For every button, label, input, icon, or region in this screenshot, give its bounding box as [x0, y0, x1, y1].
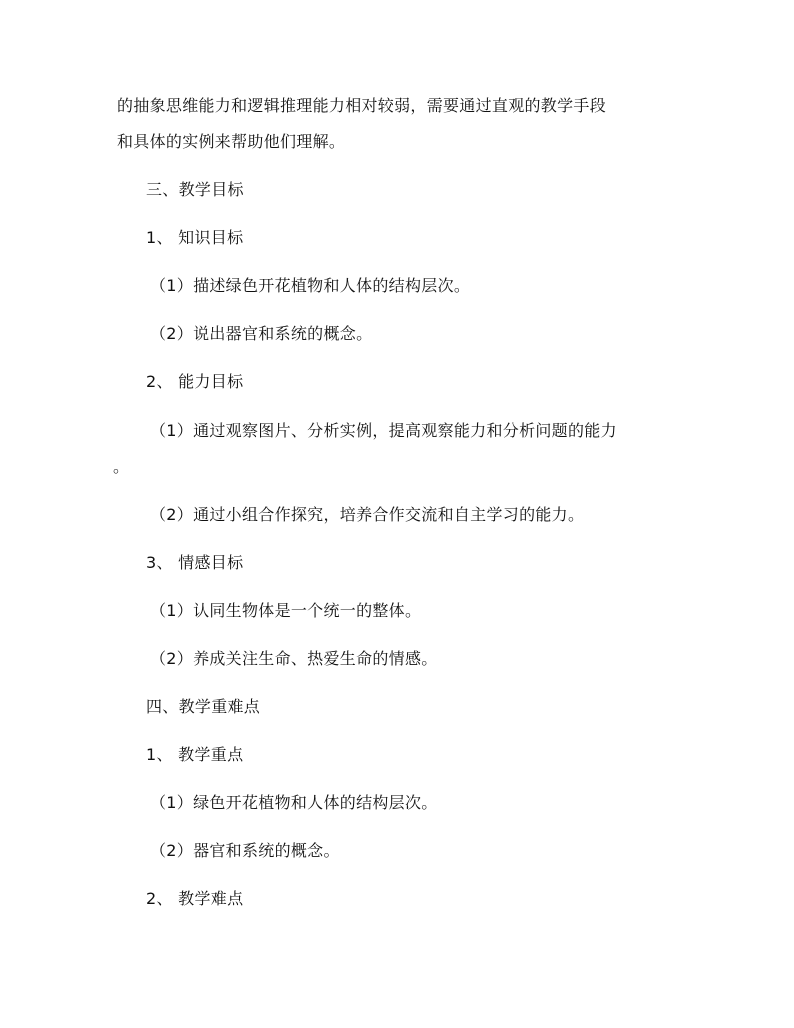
subheading-difficult-points: 2、 教学难点 [146, 889, 244, 908]
list-item-knowledge-2: （2）说出器官和系统的概念。 [150, 324, 373, 343]
list-item-key-2: （2）器官和系统的概念。 [150, 841, 340, 860]
section-heading-teaching-goals: 三、教学目标 [146, 180, 244, 199]
list-item-knowledge-1: （1）描述绿色开花植物和人体的结构层次。 [150, 276, 471, 295]
list-item-emotion-2: （2）养成关注生命、热爱生命的情感。 [150, 649, 438, 668]
list-item-key-1: （1）绿色开花植物和人体的结构层次。 [150, 793, 438, 812]
list-item-emotion-1: （1）认同生物体是一个统一的整体。 [150, 601, 422, 620]
subheading-knowledge-goals: 1、 知识目标 [146, 228, 244, 247]
paragraph-line-2: 和具体的实例来帮助他们理解。 [117, 132, 346, 151]
subheading-emotion-goals: 3、 情感目标 [146, 553, 244, 572]
subheading-key-points: 1、 教学重点 [146, 745, 244, 764]
list-item-ability-2: （2）通过小组合作探究，培养合作交流和自主学习的能力。 [150, 505, 585, 524]
list-item-ability-1: （1）通过观察图片、分析实例，提高观察能力和分析问题的能力 [150, 421, 617, 440]
list-item-ability-1-continued: 。 [113, 457, 130, 476]
subheading-ability-goals: 2、 能力目标 [146, 372, 244, 391]
paragraph-line-1: 的抽象思维能力和逻辑推理能力相对较弱，需要通过直观的教学手段 [117, 96, 607, 115]
section-heading-key-difficult-points: 四、教学重难点 [146, 697, 261, 716]
